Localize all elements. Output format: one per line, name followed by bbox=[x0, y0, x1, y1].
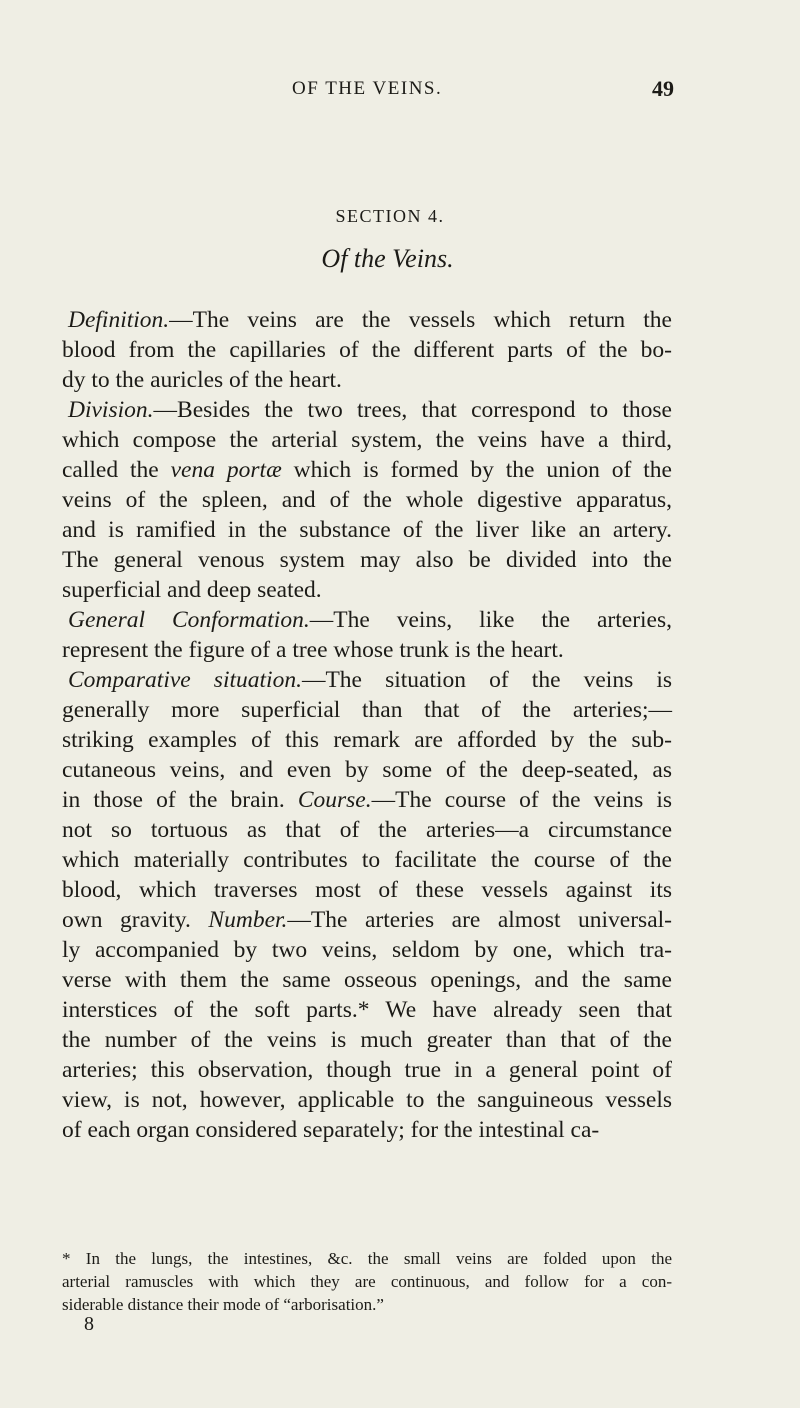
italic-run: Course. bbox=[297, 787, 372, 813]
text-line bbox=[62, 335, 672, 365]
text-run: not so tortuous as that of the arteries—a circumstance bbox=[62, 817, 672, 843]
text-line bbox=[62, 755, 672, 785]
body-text bbox=[62, 305, 672, 1145]
footnote-line: arterial ramuscles with which they are continuous, and follow for a con- bbox=[62, 1272, 672, 1291]
paragraph bbox=[62, 305, 672, 395]
paragraph bbox=[62, 605, 672, 665]
text-line bbox=[62, 845, 672, 875]
italic-run: Number. bbox=[208, 907, 288, 933]
text-run: of each organ considered separately; for the intestinal ca- bbox=[62, 1117, 600, 1143]
paragraph bbox=[62, 395, 672, 605]
text-line bbox=[62, 695, 672, 725]
page-number: 49 bbox=[652, 76, 674, 101]
footnote-line: siderable distance their mode of “arborisation.” bbox=[62, 1295, 384, 1314]
italic-run: Comparative situation. bbox=[68, 667, 302, 693]
section-label: SECTION 4. bbox=[335, 206, 445, 226]
italic-run: General Conformation. bbox=[68, 607, 310, 633]
text-run: which is formed by the union of the bbox=[281, 457, 672, 483]
text-run: —The arteries are almost universal- bbox=[287, 907, 672, 933]
text-run: —The course of the veins is bbox=[371, 787, 672, 813]
text-run: superficial and deep seated. bbox=[62, 577, 322, 603]
text-run: own gravity. bbox=[62, 907, 209, 933]
text-line bbox=[62, 515, 672, 545]
text-line bbox=[62, 815, 672, 845]
text-run: —Besides the two trees, that correspond to those bbox=[153, 397, 672, 423]
section-title: Of the Veins. bbox=[321, 244, 454, 273]
text-line bbox=[62, 1025, 672, 1055]
text-run: generally more superficial than that of the arteries;— bbox=[62, 697, 672, 723]
text-run: —The situation of the veins is bbox=[301, 667, 672, 693]
paragraph bbox=[62, 665, 672, 1145]
italic-run: vena portæ bbox=[170, 457, 282, 483]
text-run: verse with them the same osseous openings, and the same bbox=[62, 967, 672, 993]
text-line bbox=[62, 395, 672, 425]
text-line bbox=[62, 935, 672, 965]
text-run: called the bbox=[62, 457, 171, 483]
text-line bbox=[62, 455, 672, 485]
text-line bbox=[62, 995, 672, 1025]
text-run: which materially contributes to facilitate the course of the bbox=[62, 847, 672, 873]
text-line bbox=[62, 665, 672, 695]
footnote-line: * In the lungs, the intestines, &c. the small veins are folded upon the bbox=[62, 1249, 672, 1268]
text-run: veins of the spleen, and of the whole digestive apparatus, bbox=[62, 487, 672, 513]
text-run: striking examples of this remark are afforded by the sub- bbox=[62, 727, 672, 753]
text-run: ly accompanied by two veins, seldom by one, which tra- bbox=[62, 937, 672, 963]
text-line bbox=[62, 305, 672, 335]
signature-mark: 8 bbox=[84, 1313, 94, 1335]
text-run: —The veins are the vessels which return the bbox=[169, 307, 672, 333]
text-line bbox=[62, 575, 672, 605]
italic-run: Division. bbox=[68, 397, 154, 423]
text-run: the number of the veins is much greater than that of the bbox=[62, 1027, 672, 1053]
text-run: interstices of the soft parts.* We have already seen that bbox=[62, 997, 672, 1023]
text-line bbox=[62, 965, 672, 995]
italic-run: Definition. bbox=[68, 307, 170, 333]
text-run: represent the figure of a tree whose trunk is the heart. bbox=[62, 637, 564, 663]
text-line bbox=[62, 365, 672, 395]
text-run: blood from the capillaries of the different parts of the bo- bbox=[62, 337, 672, 363]
text-run: cutaneous veins, and even by some of the deep-seated, as bbox=[62, 757, 672, 783]
footnote bbox=[62, 1247, 672, 1316]
text-line bbox=[62, 1085, 672, 1115]
text-run: arteries; this observation, though true in a general point of bbox=[62, 1057, 672, 1083]
text-line bbox=[62, 875, 672, 905]
text-line bbox=[62, 425, 672, 455]
text-run: The general venous system may also be divided into the bbox=[62, 547, 672, 573]
text-run: view, is not, however, applicable to the sanguineous vessels bbox=[62, 1087, 672, 1113]
text-line bbox=[62, 725, 672, 755]
text-line bbox=[62, 905, 672, 935]
text-run: dy to the auricles of the heart. bbox=[62, 367, 342, 393]
text-line bbox=[62, 635, 672, 665]
text-line bbox=[62, 485, 672, 515]
page-header bbox=[0, 78, 800, 118]
text-line bbox=[62, 1055, 672, 1085]
text-line bbox=[62, 785, 672, 815]
text-run: —The veins, like the arteries, bbox=[309, 607, 673, 633]
text-line bbox=[62, 545, 672, 575]
text-run: blood, which traverses most of these vessels against its bbox=[62, 877, 672, 903]
text-line bbox=[62, 1115, 672, 1145]
text-run: which compose the arterial system, the veins have a third, bbox=[62, 427, 672, 453]
text-run: in those of the brain. bbox=[62, 787, 298, 813]
text-line bbox=[62, 605, 672, 635]
running-head: OF THE VEINS. bbox=[292, 78, 443, 99]
text-run: and is ramified in the substance of the liver like an artery. bbox=[62, 517, 672, 543]
